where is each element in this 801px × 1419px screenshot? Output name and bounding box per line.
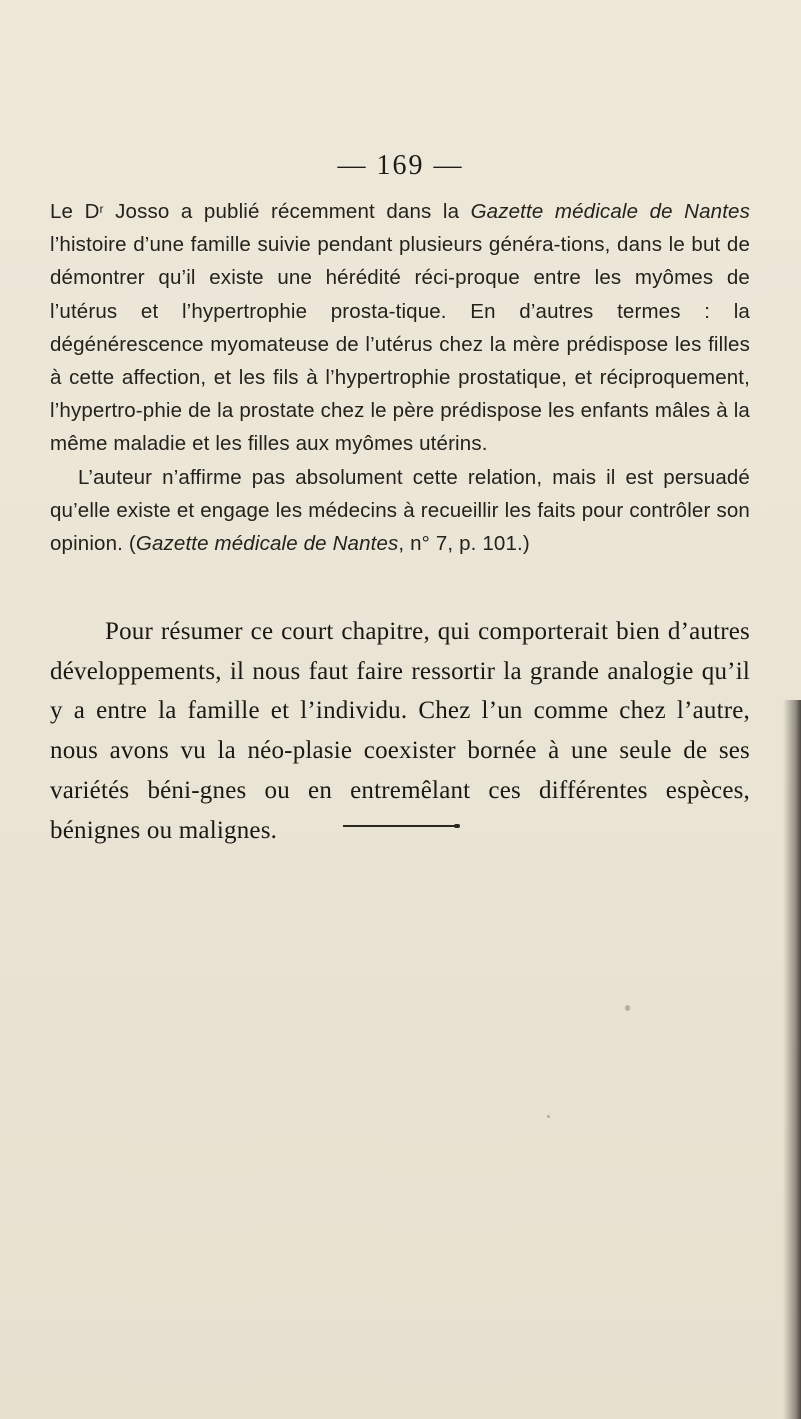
notice-text-b: l’histoire d’une famille suivie pendant plusieurs généra-tions, dans le but de démontrer qu’il existe une hérédité réci-proque entre les myômes de l’utérus et l’hypertrophie prosta-tique. En d’autres termes : la dégénérescence myomateuse de l’utérus chez la mère prédispose les filles à cette affection, et les fils à l’hypertrophie prostatique, et réciproquement, l’hypertro-phie de la prostate chez le père prédispose les enfants mâles à la même maladie et les filles aux myômes utérins. (50, 233, 750, 456)
section-divider-rule (343, 825, 457, 827)
summary-paragraph: Pour résumer ce court chapitre, qui comporterait bien d’autres développements, il nous faut faire ressortir la grande analogie qu’il y a entre la famille et l’individu. Chez l’un comme chez l’autre, nous avons vu la néo-plasie coexister bornée à une seule de ses variétés béni-gnes ou en entremêlant ces différentes espèces, bénignes ou malignes. (50, 618, 750, 844)
notice-text-a: Josso a publié récemment dans la (103, 200, 471, 223)
citation-journal: Gazette médicale de Nantes (135, 532, 399, 556)
journal-name: Gazette médicale de Nantes (470, 200, 750, 223)
title-superscript: r (99, 202, 104, 216)
citation-rest: , n° 7, p. 101.) (398, 532, 530, 556)
notice-paragraph-2 (50, 461, 750, 561)
journal-notice (50, 195, 750, 560)
paper-speck (625, 1005, 630, 1011)
chapter-summary (50, 612, 750, 850)
page-number: — 169 — (337, 150, 464, 181)
notice-para2-text: L’auteur n’affirme pas absolument cette relation, mais il est persuadé qu’elle existe et engage les médecins à recueillir les faits pour contrôler son opinion. ( (50, 465, 750, 556)
paper-speck (547, 1115, 550, 1118)
page-edge-shadow (783, 700, 801, 1419)
notice-lead: Le D (50, 200, 100, 223)
notice-paragraph-1 (50, 195, 750, 461)
